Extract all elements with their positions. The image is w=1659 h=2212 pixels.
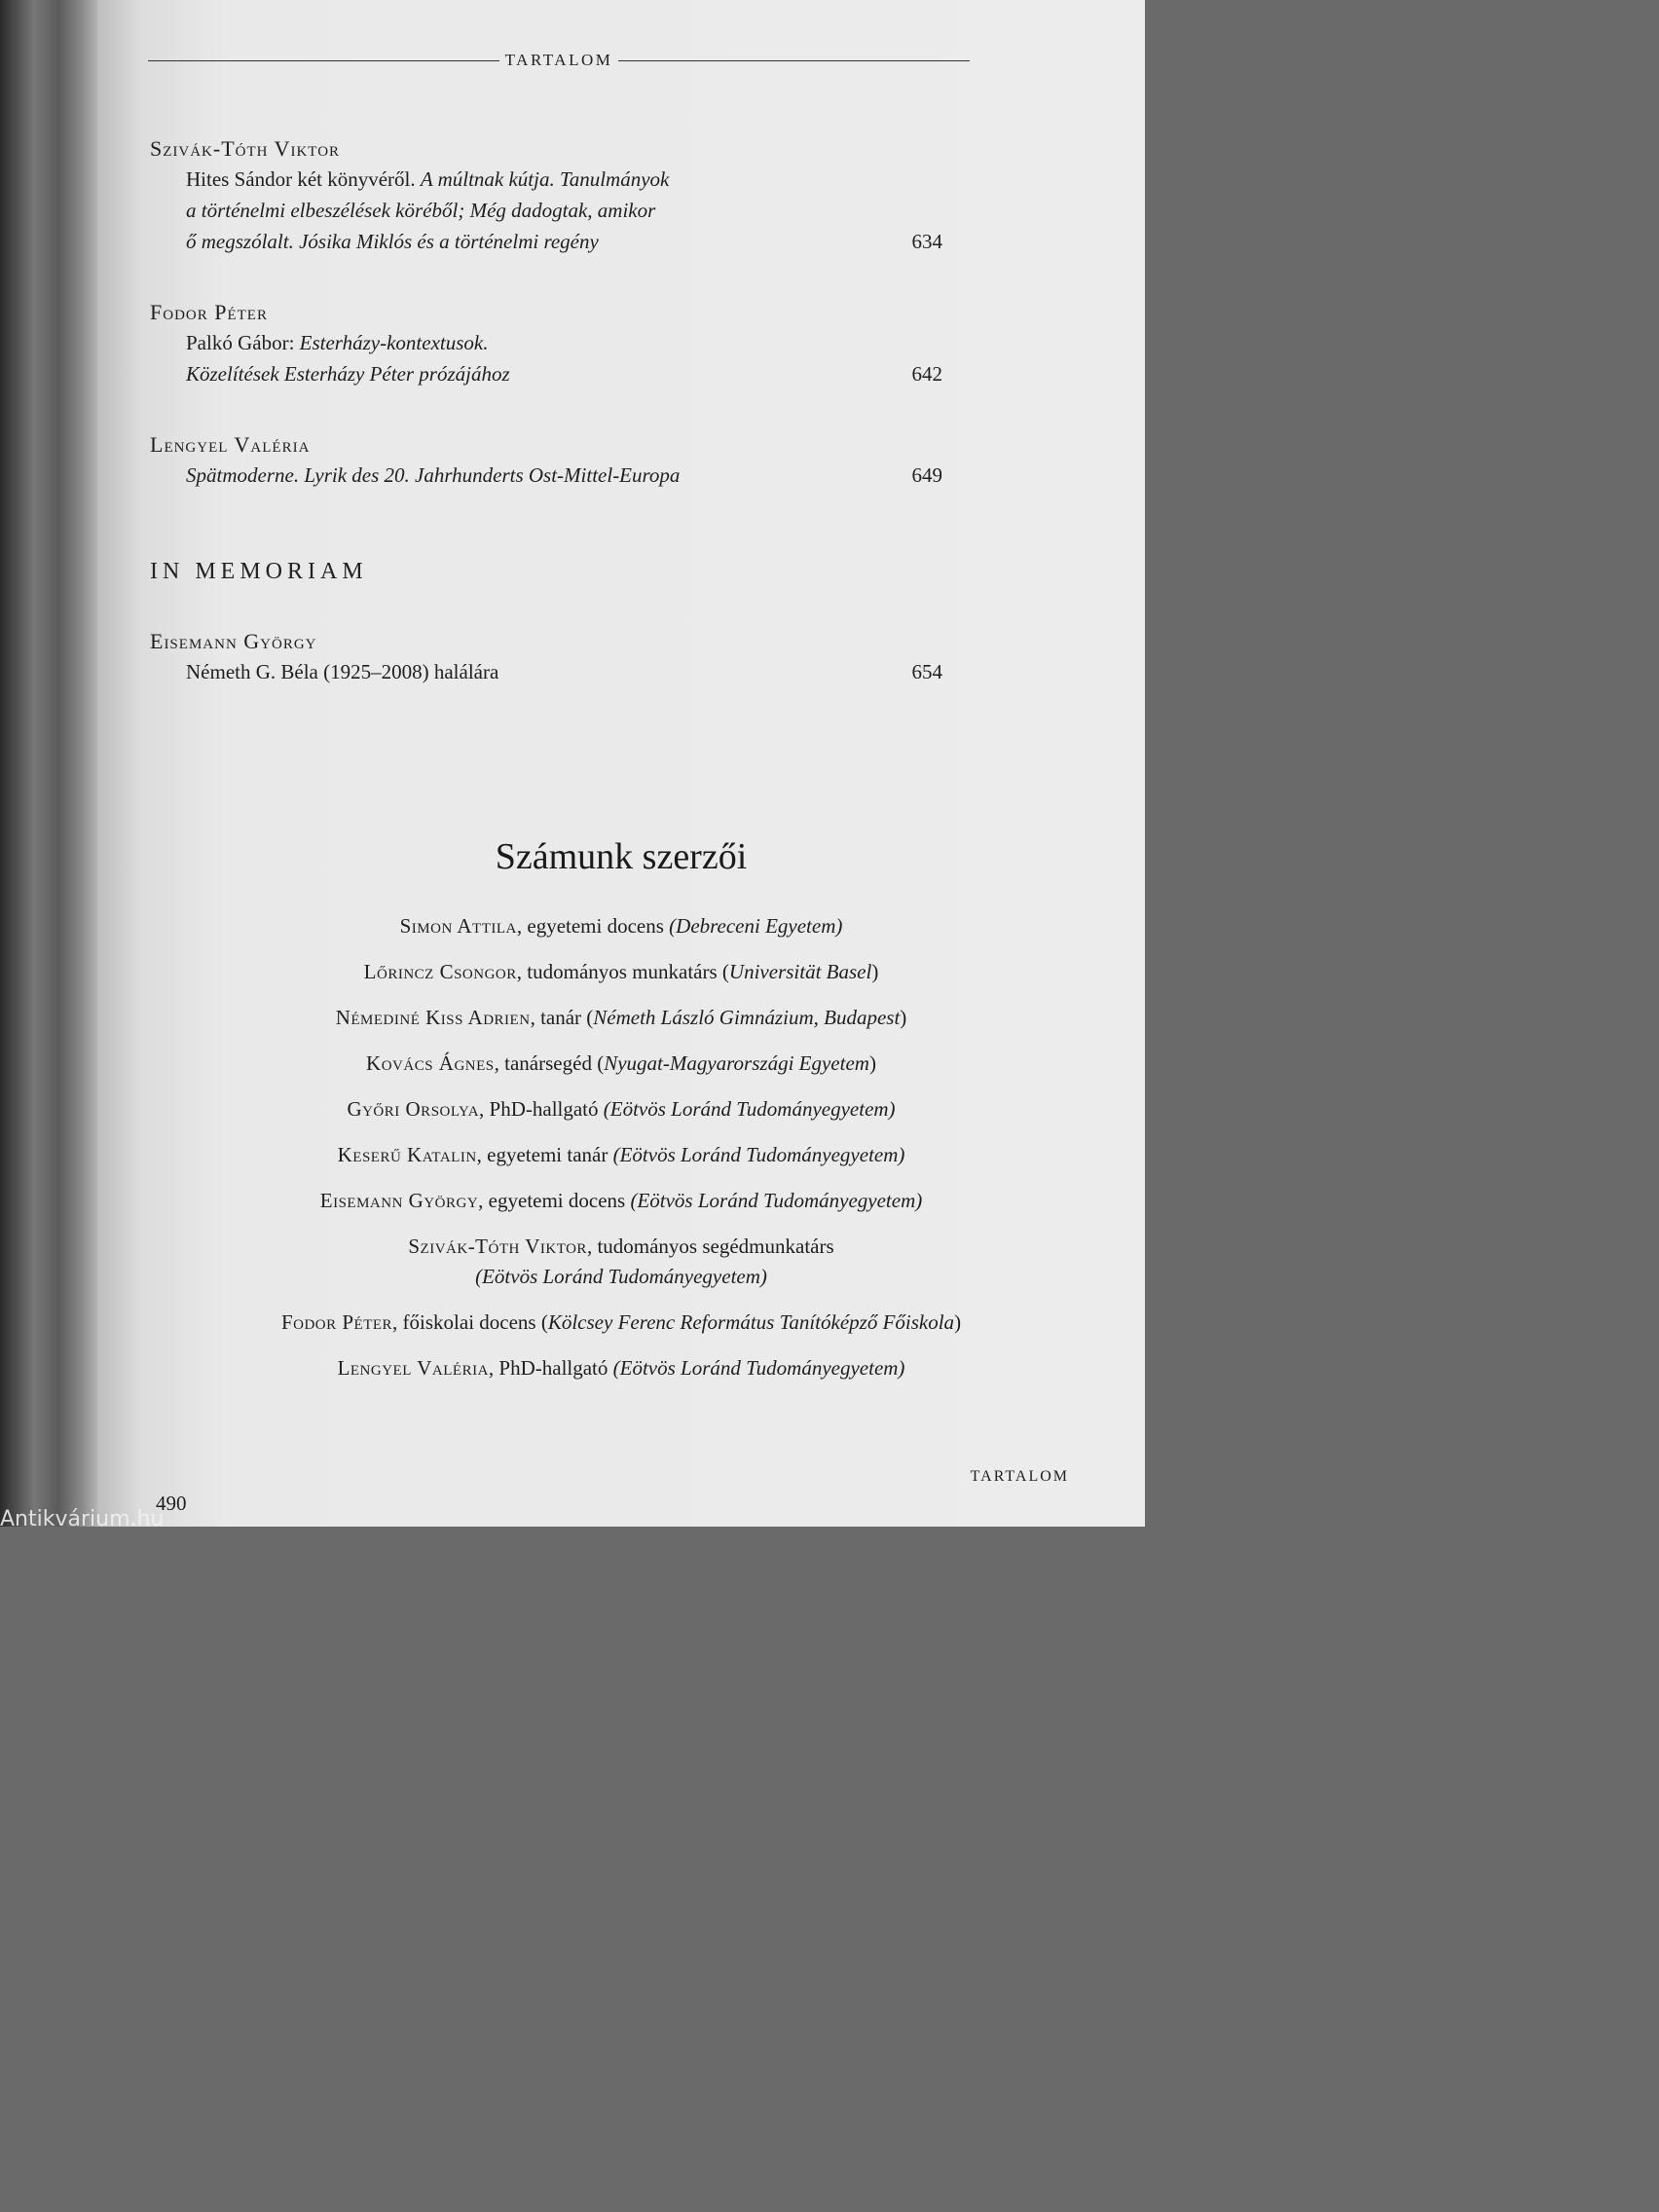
contributor-item: Eisemann György, egyetemi docens (Eötvös Loránd Tudományegyetem) <box>319 1189 923 1212</box>
toc-author: Eisemann György <box>150 629 317 653</box>
toc-entry <box>150 298 942 389</box>
toc-title-line: Hites Sándor két könyvéről. A múltnak kútja. Tanulmányok <box>186 167 670 191</box>
toc-author: Szivák-Tóth Viktor <box>150 136 341 161</box>
page-number: 490 <box>156 1492 187 1515</box>
header-rule-left <box>148 60 499 61</box>
contributor-item: Győri Orsolya, PhD-hallgató (Eötvös Loránd Tudományegyetem) <box>347 1097 896 1121</box>
book-spine-shadow <box>0 0 97 1527</box>
toc-title-line: Spätmoderne. Lyrik des 20. Jahrhunderts Ost-Mittel-Europa 649 <box>150 460 942 491</box>
toc-title-line: ő megszólalt. Jósika Miklós és a történelmi regény 634 <box>150 226 942 257</box>
toc-page-number: 649 <box>911 463 942 487</box>
toc-page-number: 642 <box>911 362 942 386</box>
contributor-item: Fodor Péter, főiskolai docens (Kölcsey Ferenc Református Tanítóképző Főiskola) <box>280 1310 962 1334</box>
contributor-item: Kovács Ágnes, tanársegéd (Nyugat-Magyarországi Egyetem) <box>366 1051 876 1075</box>
toc-entry <box>150 627 942 687</box>
toc-entry <box>150 134 942 257</box>
section-heading-in-memoriam: IN MEMORIAM <box>150 559 368 584</box>
toc-title-line: a történelmi elbeszélések köréből; Még dadogtak, amikor <box>186 199 656 222</box>
toc-author: Lengyel Valéria <box>150 432 311 457</box>
contributor-item: Lőrincz Csongor, tudományos munkatárs (Universität Basel) <box>363 960 879 983</box>
header-rule-right <box>618 60 970 61</box>
contributor-item: Némediné Kiss Adrien, tanár (Németh László Gimnázium, Budapest) <box>335 1006 907 1029</box>
toc-page-number: 654 <box>911 660 942 683</box>
running-footer: TARTALOM <box>970 1468 1069 1485</box>
running-header <box>148 47 970 74</box>
contributor-item: Keserű Katalin, egyetemi tanár (Eötvös Loránd Tudományegyetem) <box>337 1143 905 1166</box>
toc-title-line: Közelítések Esterházy Péter prózájához 642 <box>150 358 942 389</box>
toc-entry <box>150 430 942 491</box>
contributors-title: Számunk szerzői <box>495 836 748 877</box>
contributor-item: Lengyel Valéria, PhD-hallgató (Eötvös Loránd Tudományegyetem) <box>337 1356 905 1380</box>
header-title: TARTALOM <box>504 51 613 69</box>
toc-page-number: 634 <box>911 230 942 253</box>
contributor-item: Szivák-Tóth Viktor, tudományos segédmunkatárs (Eötvös Loránd Tudományegyetem) <box>408 1235 834 1288</box>
contributors-list <box>97 911 1145 1399</box>
contributor-item: Simon Attila, egyetemi docens (Debreceni Egyetem) <box>399 914 843 938</box>
toc-title-line: Németh G. Béla (1925–2008) halálára 654 <box>150 656 942 687</box>
toc-title-line: Palkó Gábor: Esterházy-kontextusok. <box>186 331 489 354</box>
watermark: Antikvárium.hu <box>0 1507 165 1531</box>
toc-author: Fodor Péter <box>150 300 268 324</box>
